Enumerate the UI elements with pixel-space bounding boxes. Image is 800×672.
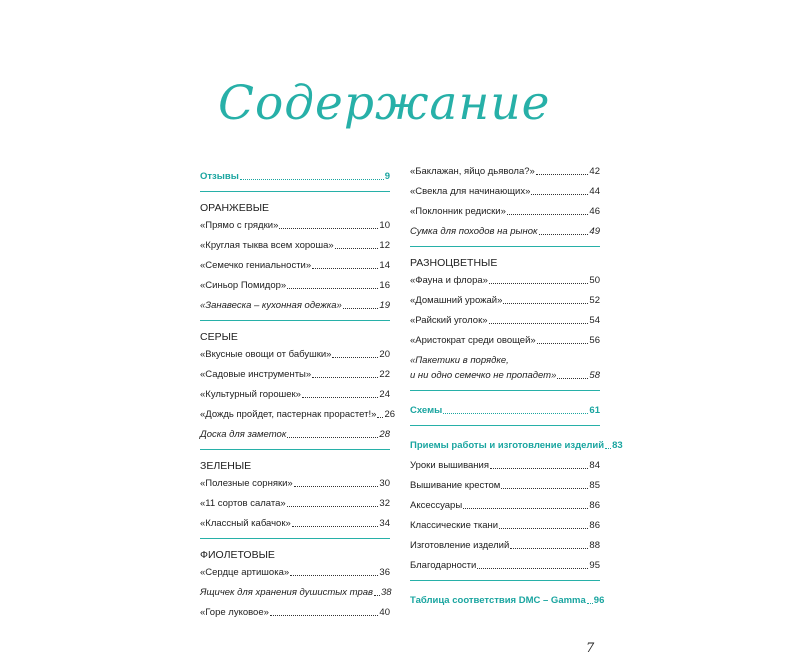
leader-dots [489, 283, 588, 284]
toc-entry[interactable] [200, 587, 390, 599]
toc-entry-page: 49 [589, 226, 600, 237]
toc-entry[interactable] [200, 300, 390, 312]
toc-entry-text: Классические ткани [410, 520, 499, 531]
separator-rule [410, 425, 600, 426]
toc-entry-page: 9 [384, 171, 390, 182]
toc-entry-text: и ни одно семечко не пропадет» [410, 370, 557, 381]
toc-entry-page: 14 [379, 260, 390, 271]
toc-entry-page: 95 [589, 560, 600, 571]
leader-dots [335, 248, 379, 249]
toc-entry[interactable] [410, 440, 623, 452]
toc-entry[interactable] [410, 295, 600, 307]
toc-entry-text: «Свекла для начинающих» [410, 186, 531, 197]
leader-dots [531, 194, 588, 195]
section-heading: ЗЕЛЕНЫЕ [200, 460, 252, 472]
toc-entry[interactable] [410, 500, 600, 512]
toc-entry-page: 34 [379, 518, 390, 529]
toc-entry[interactable] [200, 607, 390, 619]
toc-entry[interactable] [200, 409, 396, 421]
toc-entry[interactable] [200, 498, 390, 510]
toc-entry[interactable] [410, 405, 600, 417]
toc-entry[interactable] [200, 171, 390, 183]
toc-entry-text: «Домашний урожай» [410, 295, 503, 306]
toc-entry[interactable] [410, 370, 600, 382]
toc-entry-text: «Прямо с грядки» [200, 220, 279, 231]
toc-entry-text: «Дождь пройдет, пастернак прорастет!» [200, 409, 377, 420]
toc-entry-page: 84 [589, 460, 600, 471]
toc-entry-page: 56 [589, 335, 600, 346]
toc-entry[interactable] [410, 595, 605, 607]
toc-entry-text: «Баклажан, яйцо дьявола?» [410, 166, 535, 177]
toc-entry-text: «Классный кабачок» [200, 518, 291, 529]
toc-entry[interactable] [410, 480, 600, 492]
toc-entry[interactable] [410, 540, 600, 552]
section-heading: СЕРЫЕ [200, 331, 238, 343]
leader-dots [537, 343, 589, 344]
toc-entry-text: Вышивание крестом [410, 480, 501, 491]
toc-entry-page: 58 [589, 370, 600, 381]
page-title: Содержание [218, 76, 551, 131]
leader-dots [501, 488, 588, 489]
toc-entry-page: 61 [589, 405, 600, 416]
toc-entry-page: 40 [379, 607, 390, 618]
toc-entry-page: 86 [589, 500, 600, 511]
toc-entry-text: «Семечко гениальности» [200, 260, 312, 271]
leader-dots [287, 437, 378, 438]
toc-entry-text: Приемы работы и изготовление изделий [410, 440, 605, 451]
toc-entry-page: 52 [589, 295, 600, 306]
toc-entry[interactable] [410, 226, 600, 238]
separator-rule [200, 320, 390, 321]
leader-dots [270, 615, 379, 616]
leader-dots [292, 526, 379, 527]
leader-dots [510, 548, 588, 549]
toc-entry-text: «Занавеска – кухонная одежка» [200, 300, 342, 311]
toc-entry-page: 20 [379, 349, 390, 360]
toc-entry-page: 30 [379, 478, 390, 489]
toc-entry-text: Схемы [410, 405, 443, 416]
toc-left-column [200, 171, 396, 627]
leader-dots [312, 268, 378, 269]
leader-dots [477, 568, 588, 569]
toc-entry-page: 54 [589, 315, 600, 326]
toc-entry-page: 44 [589, 186, 600, 197]
toc-entry-page: 32 [379, 498, 390, 509]
leader-dots [294, 486, 379, 487]
toc-entry[interactable] [410, 206, 600, 218]
toc-entry-page: 38 [381, 587, 392, 598]
toc-entry[interactable] [410, 275, 600, 287]
leader-dots [463, 508, 588, 509]
leader-dots [503, 303, 588, 304]
toc-entry-text: «Круглая тыква всем хороша» [200, 240, 334, 251]
toc-entry[interactable] [200, 280, 390, 292]
toc-entry-page: 86 [589, 520, 600, 531]
leader-dots [377, 417, 383, 418]
toc-entry[interactable] [200, 567, 390, 579]
separator-rule [410, 580, 600, 581]
toc-entry[interactable] [200, 478, 390, 490]
toc-entry-text: «Полезные сорняки» [200, 478, 293, 489]
leader-dots [539, 234, 589, 235]
toc-entry-text: «Садовые инструменты» [200, 369, 312, 380]
toc-entry-page: 19 [379, 300, 390, 311]
leader-dots [332, 357, 378, 358]
toc-entry-page: 16 [379, 280, 390, 291]
toc-entry-text: «Поклонник редиски» [410, 206, 506, 217]
leader-dots [374, 595, 380, 596]
toc-entry-text: Изготовление изделий [410, 540, 510, 551]
toc-entry-text: «Горе луковое» [200, 607, 269, 618]
toc-entry[interactable] [410, 460, 600, 472]
leader-dots [240, 179, 384, 180]
leader-dots [290, 575, 378, 576]
toc-entry[interactable] [410, 335, 600, 347]
separator-rule [200, 191, 390, 192]
leader-dots [302, 397, 378, 398]
toc-entry-text: Благодарности [410, 560, 477, 571]
toc-entry-page: 85 [589, 480, 600, 491]
toc-entry-page: 36 [379, 567, 390, 578]
toc-entry-text: «11 сортов салата» [200, 498, 286, 509]
toc-entry-text: «Культурный горошек» [200, 389, 301, 400]
leader-dots [287, 288, 378, 289]
toc-entry-text: Доска для заметок [200, 429, 287, 440]
toc-entry-text: «Райский уголок» [410, 315, 488, 326]
toc-entry-text: «Сердце артишока» [200, 567, 290, 578]
toc-entry[interactable] [410, 186, 600, 198]
leader-dots [587, 603, 593, 604]
section-heading: ФИОЛЕТОВЫЕ [200, 549, 275, 561]
toc-entry[interactable] [200, 240, 390, 252]
toc-entry-page: 22 [379, 369, 390, 380]
toc-entry-text: Аксессуары [410, 500, 463, 511]
toc-entry[interactable] [200, 260, 390, 272]
leader-dots [536, 174, 589, 175]
toc-entry-text: Отзывы [200, 171, 239, 182]
toc-entry-page: 24 [379, 389, 390, 400]
toc-entry-line1[interactable] [410, 355, 600, 367]
toc-entry[interactable] [200, 518, 390, 530]
toc-entry[interactable] [410, 520, 600, 532]
leader-dots [490, 468, 588, 469]
toc-entry[interactable] [410, 560, 600, 572]
leader-dots [312, 377, 378, 378]
toc-entry-text: Ящичек для хранения душистых трав [200, 587, 373, 598]
toc-entry-text: Уроки вышивания [410, 460, 490, 471]
leader-dots [489, 323, 589, 324]
leader-dots [499, 528, 588, 529]
leader-dots [279, 228, 378, 229]
leader-dots [557, 378, 588, 379]
toc-entry[interactable] [200, 349, 390, 361]
toc-entry-text: «Вкусные овощи от бабушки» [200, 349, 332, 360]
toc-entry-page: 26 [384, 409, 396, 420]
toc-right-column [410, 166, 623, 615]
toc-entry-text: «Пакетики в порядке, [410, 355, 509, 366]
toc-entry-page: 88 [589, 540, 600, 551]
toc-entry[interactable] [200, 429, 390, 441]
toc-entry-page: 28 [379, 429, 390, 440]
toc-entry[interactable] [200, 369, 390, 381]
toc-entry-page: 12 [379, 240, 390, 251]
separator-rule [200, 449, 390, 450]
toc-entry[interactable] [410, 315, 600, 327]
leader-dots [605, 448, 611, 449]
toc-entry[interactable] [200, 389, 390, 401]
separator-rule [410, 390, 600, 391]
section-heading: ОРАНЖЕВЫЕ [200, 202, 270, 214]
leader-dots [343, 308, 379, 309]
leader-dots [507, 214, 589, 215]
toc-entry-text: «Аристократ среди овощей» [410, 335, 536, 346]
toc-entry-page: 10 [379, 220, 390, 231]
toc-entry-page: 50 [589, 275, 600, 286]
toc-entry-text: Сумка для походов на рынок [410, 226, 538, 237]
toc-entry-page: 83 [612, 440, 623, 451]
separator-rule [200, 538, 390, 539]
toc-entry-page: 46 [589, 206, 600, 217]
toc-entry-page: 42 [589, 166, 600, 177]
leader-dots [443, 413, 588, 414]
toc-entry-text: Таблица соответствия DMC – Gamma [410, 595, 586, 606]
toc-entry-text: «Фауна и флора» [410, 275, 488, 286]
section-heading: РАЗНОЦВЕТНЫЕ [410, 257, 498, 269]
toc-entry-text: «Синьор Помидор» [200, 280, 287, 291]
separator-rule [410, 246, 600, 247]
toc-entry[interactable] [200, 220, 390, 232]
leader-dots [287, 506, 379, 507]
page-number: 7 [586, 641, 595, 656]
toc-entry[interactable] [410, 166, 600, 178]
toc-entry-page: 96 [593, 595, 605, 606]
